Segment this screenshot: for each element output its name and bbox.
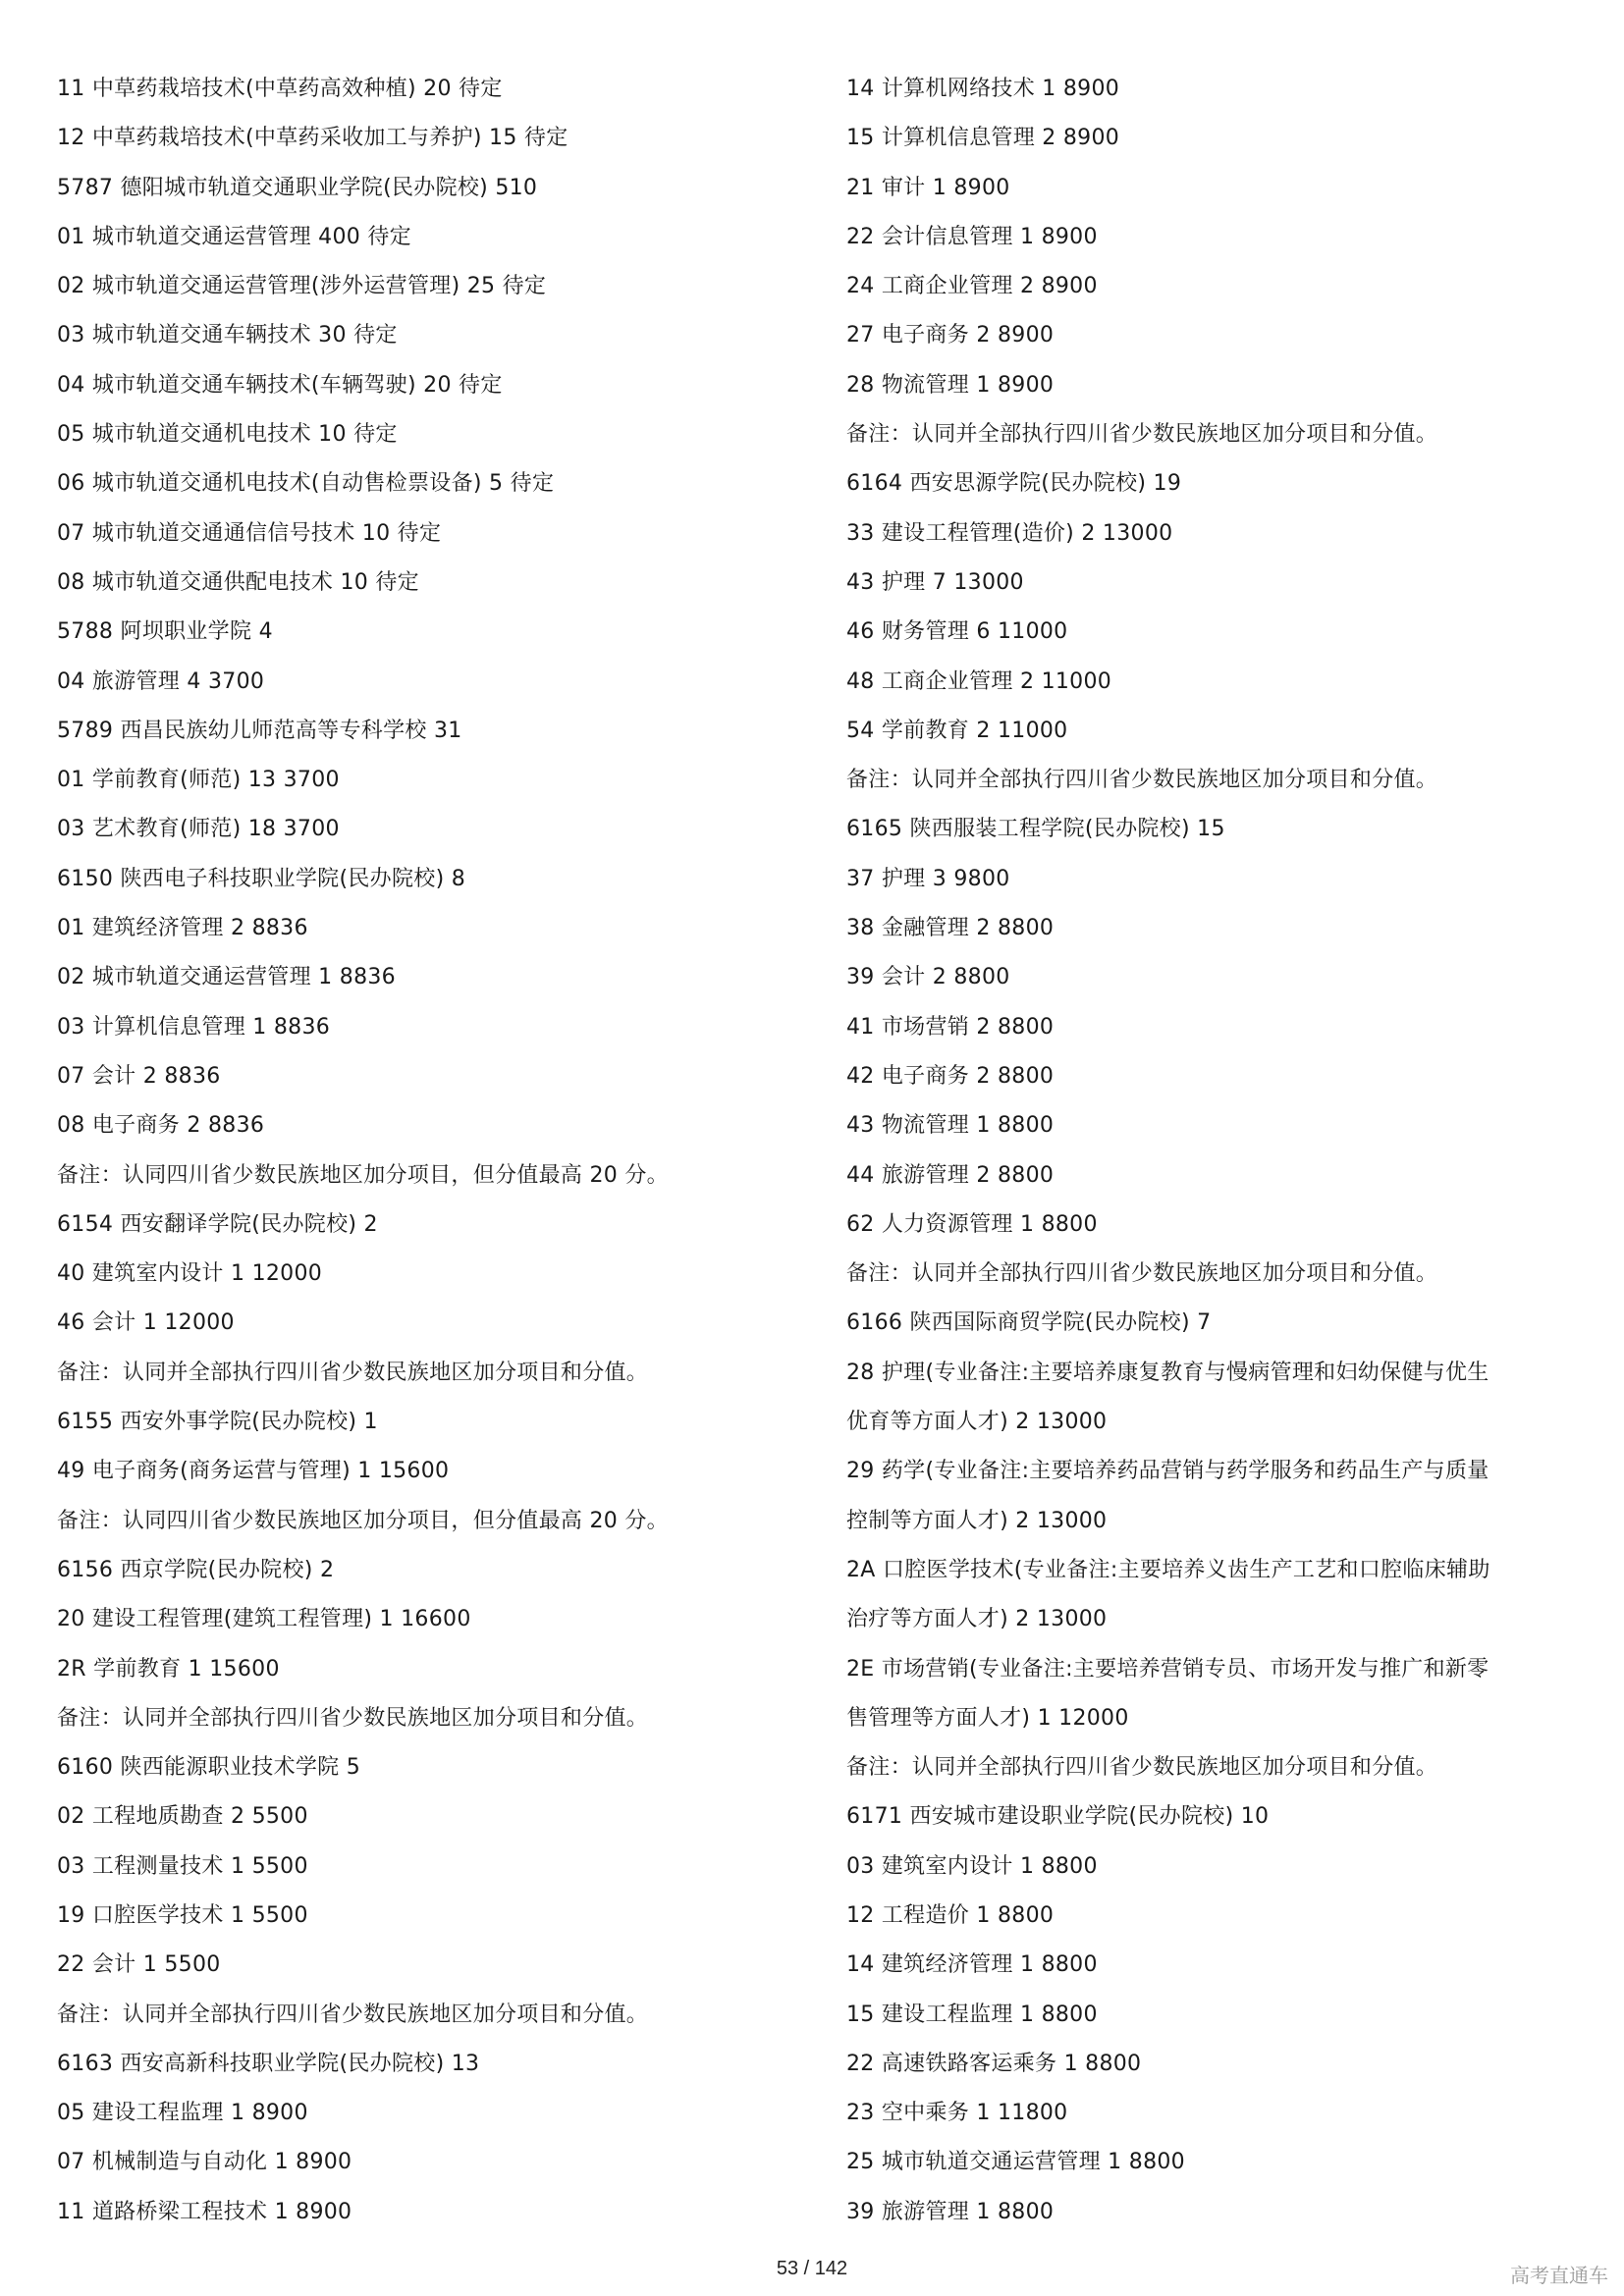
- text-line: 54 学前教育 2 11000: [846, 718, 1068, 743]
- text-line: 5788 阿坝职业学院 4: [57, 619, 273, 645]
- text-line: 14 建筑经济管理 1 8800: [846, 1952, 1098, 1978]
- text-line: 42 电子商务 2 8800: [846, 1063, 1055, 1089]
- text-line: 11 道路桥梁工程技术 1 8900: [57, 2199, 352, 2224]
- text-line: 33 建设工程管理(造价) 2 13000: [846, 520, 1173, 546]
- text-line: 6163 西安高新科技职业学院(民办院校) 13: [57, 2051, 480, 2076]
- text-line: 19 口腔医学技术 1 5500: [57, 1902, 308, 1928]
- text-line: 6171 西安城市建设职业学院(民办院校) 10: [846, 1804, 1270, 1830]
- text-line: 备注：认同并全部执行四川省少数民族地区加分项目和分值。: [846, 422, 1438, 448]
- page-number: 53 / 142: [776, 2258, 848, 2279]
- text-line: 5789 西昌民族幼儿师范高等专科学校 31: [57, 718, 462, 743]
- text-line: 48 工商企业管理 2 11000: [846, 668, 1112, 694]
- text-line: 29 药学(专业备注:主要培养药品营销与药学服务和药品生产与质量: [846, 1459, 1489, 1484]
- text-line: 14 计算机网络技术 1 8900: [846, 77, 1120, 101]
- text-line: 22 会计 1 5500: [57, 1952, 221, 1978]
- text-line: 2E 市场营销(专业备注:主要培养营销专员、市场开发与推广和新零: [846, 1656, 1489, 1682]
- text-line: 46 会计 1 12000: [57, 1310, 235, 1336]
- text-line: 2R 学前教育 1 15600: [57, 1656, 280, 1682]
- text-line: 03 计算机信息管理 1 8836: [57, 1014, 331, 1040]
- text-line: 43 物流管理 1 8800: [846, 1113, 1055, 1139]
- text-line: 07 会计 2 8836: [57, 1063, 221, 1089]
- text-line: 12 中草药栽培技术(中草药采收加工与养护) 15 待定: [57, 126, 568, 151]
- text-line: 07 机械制造与自动化 1 8900: [57, 2150, 352, 2175]
- text-line: 27 电子商务 2 8900: [846, 323, 1055, 348]
- text-line: 15 建设工程监理 1 8800: [846, 2002, 1098, 2027]
- text-line: 备注：认同并全部执行四川省少数民族地区加分项目和分值。: [846, 1261, 1438, 1287]
- text-line: 24 工商企业管理 2 8900: [846, 274, 1098, 299]
- text-line: 22 会计信息管理 1 8900: [846, 224, 1098, 249]
- text-line: 22 高速铁路客运乘务 1 8800: [846, 2051, 1142, 2076]
- text-line: 6164 西安思源学院(民办院校) 19: [846, 471, 1182, 497]
- text-line: 28 护理(专业备注:主要培养康复教育与慢病管理和妇幼保健与优生: [846, 1360, 1489, 1385]
- text-line: 15 计算机信息管理 2 8900: [846, 126, 1120, 151]
- text-line: 01 建筑经济管理 2 8836: [57, 916, 308, 941]
- text-line: 08 城市轨道交通供配电技术 10 待定: [57, 569, 419, 595]
- text-line: 38 金融管理 2 8800: [846, 916, 1055, 941]
- text-line: 6166 陕西国际商贸学院(民办院校) 7: [846, 1310, 1212, 1336]
- text-line: 控制等方面人才) 2 13000: [846, 1508, 1108, 1533]
- text-line: 6156 西京学院(民办院校) 2: [57, 1557, 335, 1582]
- text-line: 治疗等方面人才) 2 13000: [846, 1607, 1108, 1632]
- text-line: 39 会计 2 8800: [846, 965, 1010, 990]
- text-line: 备注：认同四川省少数民族地区加分项目，但分值最高 20 分。: [57, 1162, 669, 1188]
- text-line: 01 城市轨道交通运营管理 400 待定: [57, 224, 411, 249]
- text-line: 5787 德阳城市轨道交通职业学院(民办院校) 510: [57, 175, 538, 200]
- text-line: 25 城市轨道交通运营管理 1 8800: [846, 2150, 1185, 2175]
- text-line: 05 建设工程监理 1 8900: [57, 2101, 308, 2126]
- text-line: 41 市场营销 2 8800: [846, 1014, 1055, 1040]
- text-line: 40 建筑室内设计 1 12000: [57, 1261, 323, 1287]
- text-line: 02 城市轨道交通运营管理 1 8836: [57, 965, 396, 990]
- text-line: 37 护理 3 9800: [846, 866, 1010, 891]
- text-line: 售管理等方面人才) 1 12000: [846, 1705, 1129, 1731]
- text-line: 2A 口腔医学技术(专业备注:主要培养义齿生产工艺和口腔临床辅助: [846, 1557, 1490, 1582]
- text-line: 02 城市轨道交通运营管理(涉外运营管理) 25 待定: [57, 274, 547, 299]
- text-line: 6155 西安外事学院(民办院校) 1: [57, 1410, 378, 1435]
- text-line: 07 城市轨道交通通信信号技术 10 待定: [57, 520, 442, 546]
- text-line: 20 建设工程管理(建筑工程管理) 1 16600: [57, 1607, 471, 1632]
- watermark: 高考直通车: [1510, 2264, 1608, 2287]
- text-line: 03 城市轨道交通车辆技术 30 待定: [57, 323, 398, 348]
- text-line: 39 旅游管理 1 8800: [846, 2199, 1055, 2224]
- text-line: 46 财务管理 6 11000: [846, 619, 1068, 645]
- text-line: 02 工程地质勘查 2 5500: [57, 1804, 308, 1830]
- text-line: 备注：认同并全部执行四川省少数民族地区加分项目和分值。: [57, 2002, 649, 2027]
- text-line: 备注：认同并全部执行四川省少数民族地区加分项目和分值。: [846, 1755, 1438, 1781]
- text-line: 12 工程造价 1 8800: [846, 1902, 1055, 1928]
- text-line: 备注：认同并全部执行四川省少数民族地区加分项目和分值。: [57, 1705, 649, 1731]
- text-line: 03 艺术教育(师范) 18 3700: [57, 817, 340, 842]
- left-column: [57, 65, 833, 2237]
- text-line: 23 空中乘务 1 11800: [846, 2101, 1068, 2126]
- text-line: 备注：认同并全部执行四川省少数民族地区加分项目和分值。: [57, 1360, 649, 1385]
- text-line: 08 电子商务 2 8836: [57, 1113, 265, 1139]
- text-line: 43 护理 7 13000: [846, 569, 1024, 595]
- text-line: 03 建筑室内设计 1 8800: [846, 1853, 1098, 1879]
- text-line: 备注：认同并全部执行四川省少数民族地区加分项目和分值。: [846, 768, 1438, 793]
- text-line: 05 城市轨道交通机电技术 10 待定: [57, 422, 398, 448]
- text-line: 28 物流管理 1 8900: [846, 372, 1055, 398]
- text-line: 01 学前教育(师范) 13 3700: [57, 768, 340, 793]
- text-line: 06 城市轨道交通机电技术(自动售检票设备) 5 待定: [57, 471, 555, 497]
- right-column: [846, 65, 1622, 2237]
- text-line: 49 电子商务(商务运营与管理) 1 15600: [57, 1459, 450, 1484]
- text-line: 备注：认同四川省少数民族地区加分项目，但分值最高 20 分。: [57, 1508, 669, 1533]
- text-line: 21 审计 1 8900: [846, 175, 1010, 200]
- text-line: 62 人力资源管理 1 8800: [846, 1211, 1098, 1237]
- text-line: 6154 西安翻译学院(民办院校) 2: [57, 1211, 378, 1237]
- text-line: 6160 陕西能源职业技术学院 5: [57, 1755, 361, 1781]
- text-line: 优育等方面人才) 2 13000: [846, 1410, 1108, 1435]
- text-line: 04 城市轨道交通车辆技术(车辆驾驶) 20 待定: [57, 372, 503, 398]
- text-line: 03 工程测量技术 1 5500: [57, 1853, 308, 1879]
- text-line: 6165 陕西服装工程学院(民办院校) 15: [846, 817, 1225, 842]
- text-line: 04 旅游管理 4 3700: [57, 668, 265, 694]
- text-line: 6150 陕西电子科技职业学院(民办院校) 8: [57, 866, 466, 891]
- text-line: 44 旅游管理 2 8800: [846, 1162, 1055, 1188]
- text-line: 11 中草药栽培技术(中草药高效种植) 20 待定: [57, 77, 503, 101]
